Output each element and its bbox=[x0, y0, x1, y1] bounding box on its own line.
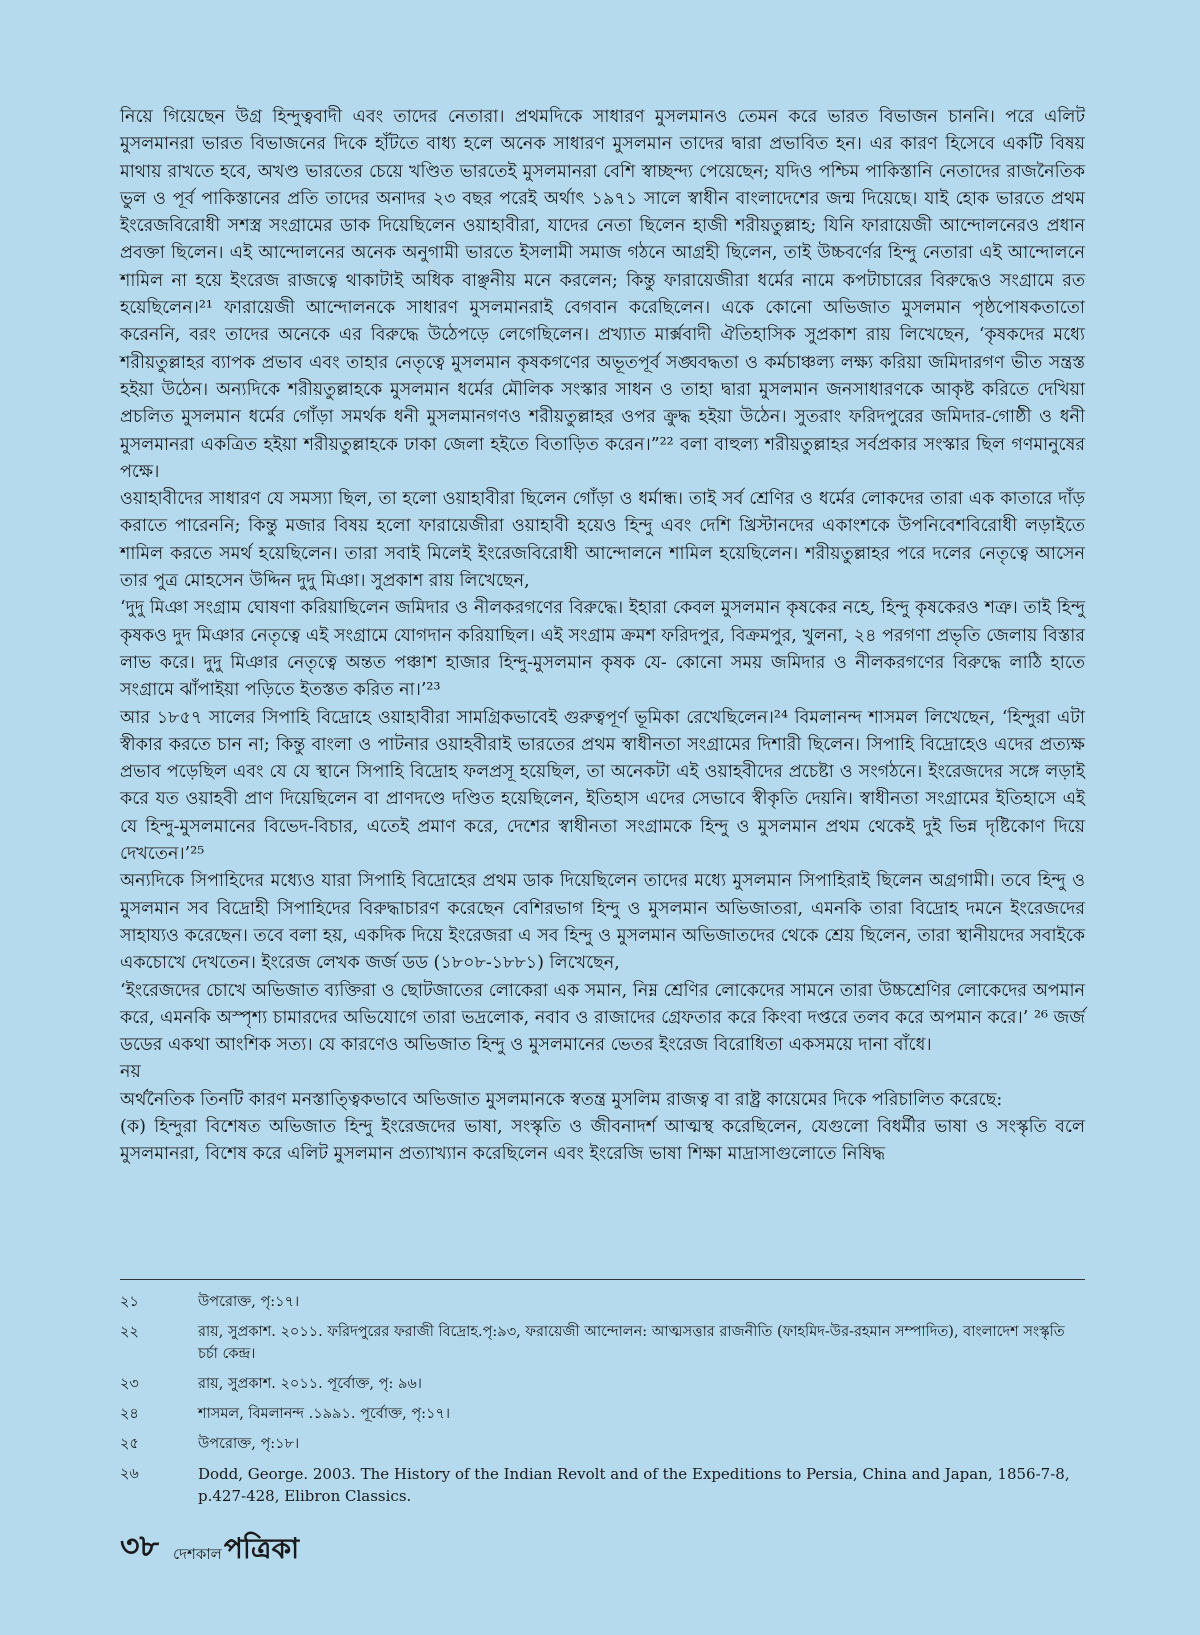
quote-paragraph: ‘দুদু মিঞা সংগ্রাম ঘোষণা করিয়াছিলেন জমিদার ও নীলকরগণের বিরুদ্ধে। ইহারা কেবল মুসলমান কৃষকের নহে, হিন্দু কৃষকেরও শত্রু। তাই হিন্দু কৃষকও দুদ মিঞার নেতৃত্বে এই সংগ্রামে যোগদান করিয়াছিল। এই সংগ্রাম ক্রমশ ফরিদপুর, বিক্রমপুর, খুলনা, ২৪ পরগণা প্রভৃতি জেলায় বিস্তার লাভ করে। দুদু মিঞার নেতৃত্বে অন্তত পঞ্চাশ হাজার হিন্দু-মুসলমান কৃষক যে- কোনো সময় জমিদার ও নীলকরগণের বিরুদ্ধে লাঠি হাতে সংগ্রামে ঝাঁপাইয়া পড়িতে ইতস্তত করিত না।’²³ bbox=[120, 598, 1085, 701]
quote-paragraph: ‘ইংরেজদের চোখে অভিজাত ব্যক্তিরা ও ছোটজাতের লোকেরা এক সমান, নিম্ন শ্রেণির লোকেদের সামনে তারা উচ্চশ্রেণির লোকেদের অপমান করে, এমনকি অস্পৃশ্য চামারদের অভিযোগে তারা ভদ্রলোক, নবাব ও রাজাদের গ্রেফতার করে কিংবা দপ্তরে তলব করে অপমান করে।’ ²⁶ জর্জ ডডের একথা আংশিক সত্য। যে কারণেও অভিজাত হিন্দু ও মুসলমানের ভেতর ইংরেজ বিরোধিতা একসময়ে দানা বাঁধে। bbox=[120, 980, 1085, 1056]
footnote-number: ২২ bbox=[120, 1324, 139, 1340]
footnote-divider bbox=[120, 1279, 1085, 1280]
footnote bbox=[120, 1321, 1085, 1365]
footnote-text: Dodd, George. 2003. The History of the Indian Revolt and of the Expeditions to Persia, China and Japan, 1856-7-8, p.427-428, Elibron Classics. bbox=[198, 1465, 1070, 1505]
footnotes bbox=[120, 1291, 1085, 1515]
footnote-number: ২৩ bbox=[120, 1376, 139, 1392]
footnote bbox=[120, 1463, 1085, 1507]
footnote-text: শাসমল, বিমলানন্দ .১৯৯১. পূর্বোক্ত, পৃ:১৭। bbox=[198, 1406, 451, 1422]
paragraph: নিয়ে গিয়েছেন উগ্র হিন্দুত্ববাদী এবং তাদের নেতারা। প্রথমদিকে সাধারণ মুসলমানও তেমন করে ভারত বিভাজন চাননি। পরে এলিট মুসলমানরা ভারত বিভাজনের দিকে হাঁটতে বাধ্য হলে অনেক সাধারণ মুসলমান তাদের দ্বারা প্রভাবিত হন। এর কারণ হিসেবে একটি বিষয় মাথায় রাখতে হবে, অখণ্ড ভারতের চেয়ে খণ্ডিত ভারতেই মুসলমানরা বেশি স্বাচ্ছন্দ্য পেয়েছেন; যদিও পশ্চিম পাকিস্তানি নেতাদের রাজনৈতিক ভুল ও পূর্ব পাকিস্তানের প্রতি তাদের অনাদর ২৩ বছর পরেই অর্থাৎ ১৯৭১ সালে স্বাধীন বাংলাদেশের জন্ম দিয়েছে। যাই হোক ভারতে প্রথম ইংরেজবিরোধী সশস্ত্র সংগ্রামের ডাক দিয়েছিলেন ওয়াহাবীরা, যাদের নেতা ছিলেন হাজী শরীয়তুল্লাহ; যিনি ফারায়েজী আন্দোলনেরও প্রধান প্রবক্তা ছিলেন। এই আন্দোলনের অনেক অনুগামী ভারতে ইসলামী সমাজ গঠনে আগ্রহী ছিলেন, তাই উচ্চবর্ণের হিন্দু নেতারা এই আন্দোলনে শামিল না হয়ে ইংরেজ রাজত্বে থাকাটাই অধিক বাঞ্ছনীয় মনে করলেন; কিন্তু ফারায়েজীরা ধর্মের নামে কপটাচারের বিরুদ্ধেও সংগ্রামে রত হয়েছিলেন।²¹ ফারায়েজী আন্দোলনকে সাধারণ মুসলমানরাই বেগবান করেছিলেন। একে কোনো অভিজাত মুসলমান পৃষ্ঠপোষকতাতো করেননি, বরং তাদের অনেকে এর বিরুদ্ধে উঠেপড়ে লেগেছিলেন। প্রখ্যাত মার্ক্সবাদী ঐতিহাসিক সুপ্রকাশ রায় লিখেছেন, ‘কৃষকদের মধ্যে শরীয়তুল্লাহর ব্যাপক প্রভাব এবং তাহার নেতৃত্বে মুসলমান কৃষকগণের অভূতপূর্ব সঙ্ঘবদ্ধতা ও কর্মচাঞ্চল্য লক্ষ্য করিয়া জমিদারগণ ভীত সন্ত্রস্ত হইয়া উঠেন। অন্যদিকে শরীয়তুল্লাহকে মুসলমান ধর্মের মৌলিক সংস্কার সাধন ও তাহা দ্বারা মুসলমান জনসাধারণকে আকৃষ্ট করিতে দেখিয়া প্রচলিত মুসলমান ধর্মের গোঁড়া সমর্থক ধনী মুসলমানগণও শরীয়তুল্লাহর ওপর ক্রুদ্ধ হইয়া উঠেন। সুতরাং ফরিদপুরের জমিদার-গোষ্ঠী ও ধনী মুসলমানরা একত্রিত হইয়া শরীয়তুল্লাহকে ঢাকা জেলা হইতে বিতাড়িত করেন।”²² বলা বাহুল্য শরীয়তুল্লাহর সর্বপ্রকার সংস্কার ছিল গণমানুষের পক্ষে। bbox=[120, 107, 1085, 482]
footnote-text: রায়, সুপ্রকাশ. ২০১১. ফরিদপুরের ফরাজী বিদ্রোহ.পৃ:৯৩, ফরায়েজী আন্দোলন: আত্মসত্তার রাজনীতি (ফাহমিদ-উর-রহমান সম্পাদিত), বাংলাদেশ সংস্কৃতি চর্চা কেন্দ্র। bbox=[198, 1324, 1065, 1362]
magazine-logo bbox=[173, 1533, 299, 1565]
section-heading: নয় bbox=[120, 1062, 141, 1083]
paragraph: ওয়াহাবীদের সাধারণ যে সমস্যা ছিল, তা হলো ওয়াহাবীরা ছিলেন গোঁড়া ও ধর্মান্ধ। তাই সর্ব শ্রেণির ও ধর্মের লোকদের তারা এক কাতারে দাঁড় করাতে পারেননি; কিন্তু মজার বিষয় হলো ফারায়েজীরা ওয়াহাবী হয়েও হিন্দু এবং দেশি খ্রিস্টানদের একাংশকে উপনিবেশবিরোধী লড়াইতে শামিল করতে সমর্থ হয়েছিলেন। তারা সবাই মিলেই ইংরেজবিরোধী আন্দোলনে শামিল হয়েছিলেন। শরীয়তুল্লাহর পরে দলের নেতৃত্বে আসেন তার পুত্র মোহসেন উদ্দিন দুদু মিঞা। সুপ্রকাশ রায় লিখেছেন, bbox=[120, 489, 1085, 592]
footnote-text: উপরোক্ত, পৃ:১৮। bbox=[198, 1436, 300, 1452]
footnote-number: ২৬ bbox=[120, 1466, 139, 1482]
footnote-number: ২৪ bbox=[120, 1406, 139, 1422]
footnote-text: রায়, সুপ্রকাশ. ২০১১. পূর্বোক্ত, পৃ: ৯৬। bbox=[198, 1376, 422, 1392]
footnote bbox=[120, 1373, 1085, 1395]
magazine-logo-prefix: দেশকাল bbox=[172, 1545, 222, 1563]
footnote-number: ২৫ bbox=[120, 1436, 139, 1452]
article-body bbox=[120, 104, 1085, 1169]
footnote bbox=[120, 1403, 1085, 1425]
paragraph: অর্থনৈতিক তিনটি কারণ মনস্তাত্ত্বিকভাবে অভিজাত মুসলমানকে স্বতন্ত্র মুসলিম রাজত্ব বা রাষ্ট্র কায়েমের দিকে পরিচালিত করেছে: bbox=[120, 1089, 1003, 1110]
footnote bbox=[120, 1433, 1085, 1455]
paragraph: অন্যদিকে সিপাহিদের মধ্যেও যারা সিপাহি বিদ্রোহের প্রথম ডাক দিয়েছিলেন তাদের মধ্যে মুসলমান সিপাহিরাই ছিলেন অগ্রগামী। তবে হিন্দু ও মুসলমান সব বিদ্রোহী সিপাহিদের বিরুদ্ধাচারণ করেছেন বেশিরভাগ হিন্দু ও মুসলমান অভিজাতরা, এমনকি তারা বিদ্রোহ দমনে ইংরেজদের সাহায্যও করেছেন। তবে বলা হয়, একদিক দিয়ে ইংরেজরা এ সব হিন্দু ও মুসলমান অভিজাতদের থেকে শ্রেয় ছিলেন, তারা স্থানীয়দের সবাইকে একচোখে দেখতেন। ইংরেজ লেখক জর্জ ডড (১৮০৮-১৮৮১) লিখেছেন, bbox=[120, 871, 1085, 974]
magazine-logo-name: পত্রিকা bbox=[223, 1532, 300, 1565]
footnote-text: উপরোক্ত, পৃ:১৭। bbox=[198, 1294, 300, 1310]
footnote-number: ২১ bbox=[120, 1294, 139, 1310]
paragraph: আর ১৮৫৭ সালের সিপাহি বিদ্রোহে ওয়াহাবীরা সামগ্রিকভাবেই গুরুত্বপূর্ণ ভূমিকা রেখেছিলেন।²⁴ বিমলানন্দ শাসমল লিখেছেন, ‘হিন্দুরা এটা স্বীকার করতে চান না; কিন্তু বাংলা ও পাটনার ওয়াহবীরাই ভারতের প্রথম স্বাধীনতা সংগ্রামের দিশারী ছিলেন। সিপাহি বিদ্রোহেও এদের প্রত্যক্ষ প্রভাব পড়েছিল এবং যে যে স্থানে সিপাহি বিদ্রোহ ফলপ্রসূ হয়েছিল, তা অনেকটা এই ওয়াহবীদের প্রচেষ্টা ও সংগঠনে। ইংরেজদের সঙ্গে লড়াই করে যত ওয়াহবী প্রাণ দিয়েছিলেন বা প্রাণদণ্ডে দণ্ডিত হয়েছিলেন, ইতিহাস এদের সেভাবে স্বীকৃতি দেয়নি। স্বাধীনতা সংগ্রামের ইতিহাসে এই যে হিন্দু-মুসলমানের বিভেদ-বিচার, এতেই প্রমাণ করে, দেশের স্বাধীনতা সংগ্রামকে হিন্দু ও মুসলমান প্রথম থেকেই দুই ভিন্ন দৃষ্টিকোণ দিয়ে দেখতেন।’²⁵ bbox=[120, 707, 1085, 865]
footnote bbox=[120, 1291, 1085, 1313]
page-footer bbox=[120, 1525, 299, 1565]
page-number: ৩৮ bbox=[120, 1529, 159, 1564]
paragraph: (ক) হিন্দুরা বিশেষত অভিজাত হিন্দু ইংরেজদের ভাষা, সংস্কৃতি ও জীবনাদর্শ আত্মস্থ করেছিলেন, যেগুলো বিধর্মীর ভাষা ও সংস্কৃতি বলে মুসলমানরা, বিশেষ করে এলিট মুসলমান প্রত্যাখ্যান করেছিলেন এবং ইংরেজি ভাষা শিক্ষা মাদ্রাসাগুলোতে নিষিদ্ধ bbox=[120, 1116, 1085, 1165]
